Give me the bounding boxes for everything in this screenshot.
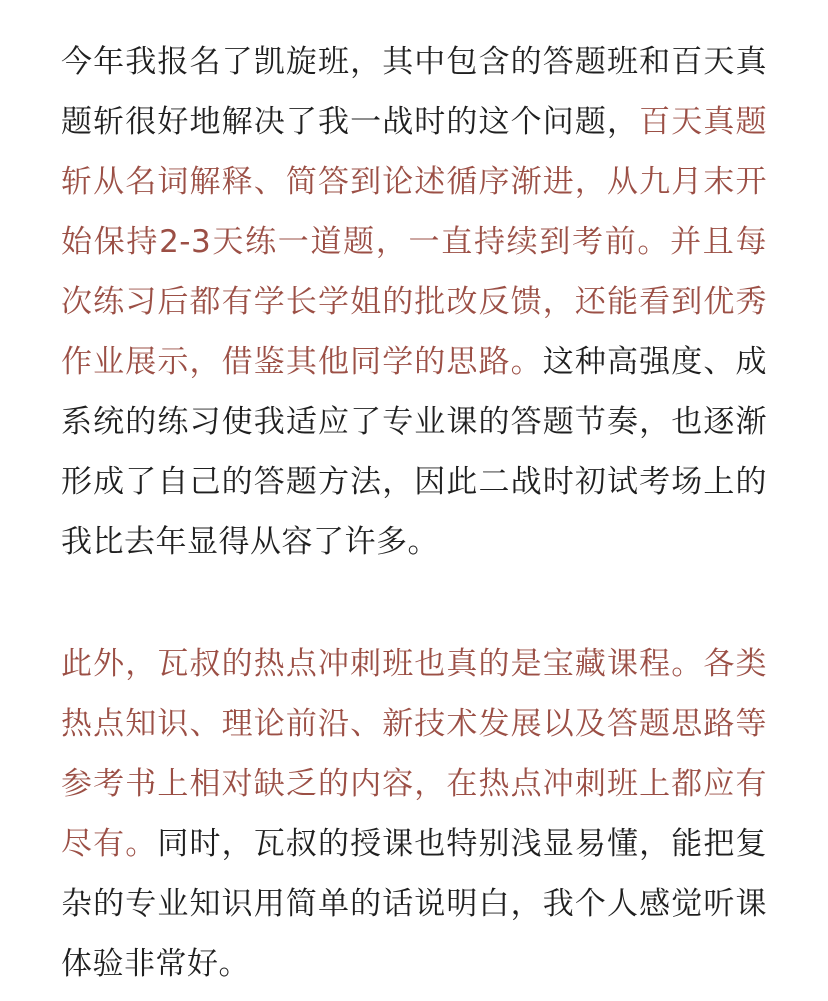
paragraph-hotspot-class [61,634,767,994]
paragraph-kaixuan-class [61,32,767,572]
paragraph-tail-text: 同时，瓦叔的授课也特别浅显易懂，能把复杂的专业知识用简单的话说明白，我个人感觉听课体验非常好。 [61,826,768,982]
highlighted-text: 百天真题斩从名词解释、简答到论述循序渐进，从九月末开始保持2-3天练一道题，一直持续到考前。并且每次练习后都有学长学姐的批改反馈，还能看到优秀作业展示，借鉴其他同学的思路。 [61,104,768,380]
paragraph-tail-text: 这种高强度、成系统的练习使我适应了专业课的答题节奏，也逐渐形成了自己的答题方法，因此二战时初试考场上的我比去年显得从容了许多。 [61,344,768,560]
highlighted-text: 此外，瓦叔的热点冲刺班也真的是宝藏课程。各类热点知识、理论前沿、新技术发展以及答题思路等参考书上相对缺乏的内容，在热点冲刺班上都应有尽有。 [61,646,767,862]
paragraph-lead-text: 今年我报名了凯旋班，其中包含的答题班和百天真题斩很好地解决了我一战时的这个问题， [61,44,767,140]
